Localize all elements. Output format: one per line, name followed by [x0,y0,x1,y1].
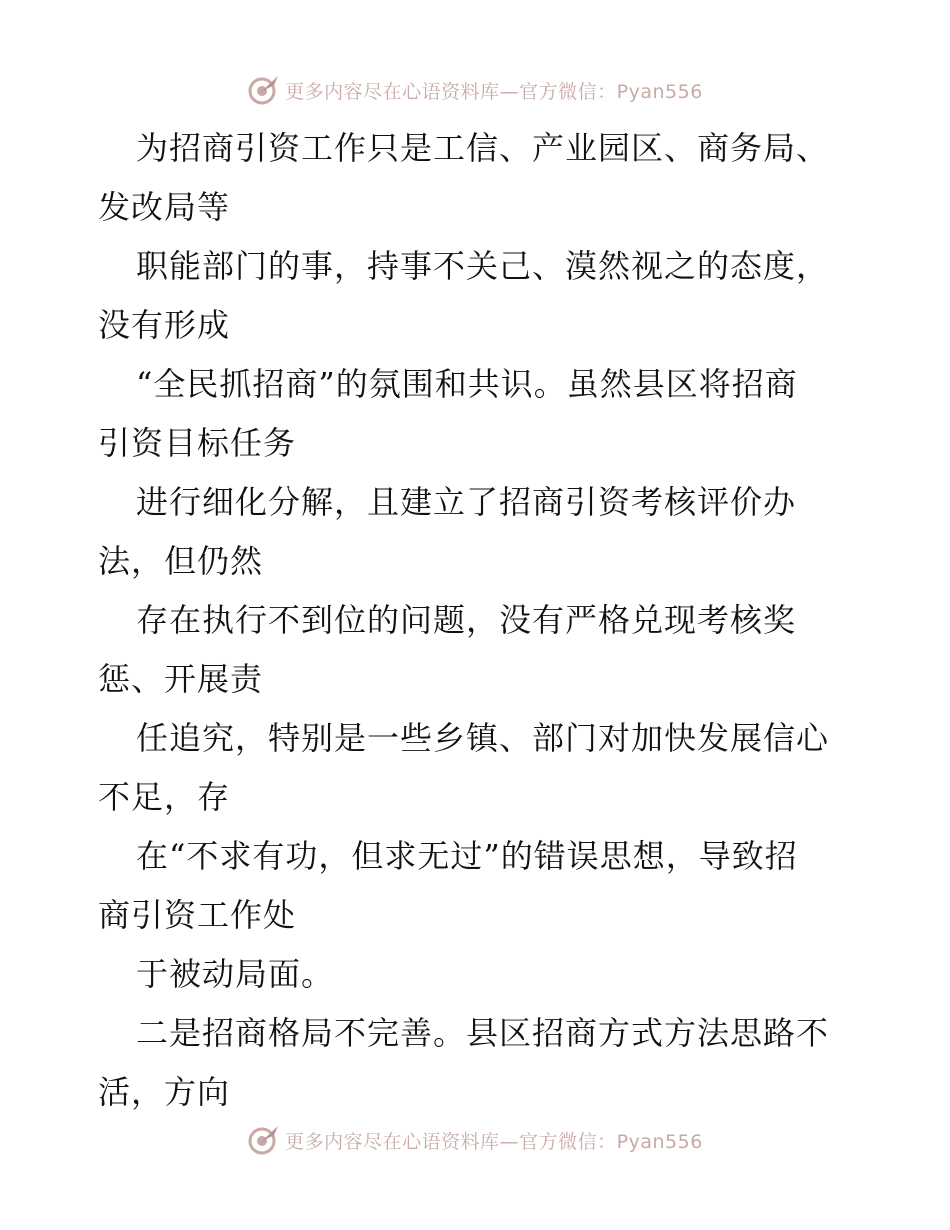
paragraph [98,237,858,355]
line: 法，但仍然 [98,542,264,580]
document-body [98,119,858,1122]
line: 没有形成 [98,306,231,344]
watermark-text: 更多内容尽在心语资料库—官方微信：Pyan556 [285,1130,703,1153]
paragraph [98,1004,858,1122]
footer-watermark [0,1120,950,1160]
header-watermark [0,70,950,110]
line: “全民抓招商”的氛围和共识。虽然县区将招商 [136,365,798,403]
line: 活，方向 [98,1073,231,1111]
paragraph [98,473,858,591]
paragraph [98,591,858,709]
paragraph [98,827,858,945]
line: 存在执行不到位的问题，没有严格兑现考核奖 [136,601,797,639]
paragraph [98,945,858,1004]
watermark-text: 更多内容尽在心语资料库—官方微信：Pyan556 [285,80,703,103]
line: 发改局等 [98,188,231,226]
line: 不足，存 [98,778,231,816]
line: 引资目标任务 [98,424,297,462]
line: 二是招商格局不完善。县区招商方式方法思路不 [136,1014,830,1052]
line: 惩、开展责 [98,660,264,698]
line: 为招商引资工作只是工信、产业园区、商务局、 [136,129,830,167]
line: 商引资工作处 [98,896,297,934]
line: 进行细化分解，且建立了招商引资考核评价办 [136,483,797,521]
line: 于被动局面。 [136,955,335,993]
quill-seal-icon [247,1123,281,1157]
paragraph [98,119,858,237]
line: 任追究，特别是一些乡镇、部门对加快发展信心 [136,719,830,757]
line: 职能部门的事，持事不关己、漠然视之的态度， [136,247,830,285]
line: 在“不求有功，但求无过”的错误思想，导致招 [136,837,798,875]
quill-seal-icon [247,73,281,107]
paragraph [98,709,858,827]
paragraph [98,355,858,473]
